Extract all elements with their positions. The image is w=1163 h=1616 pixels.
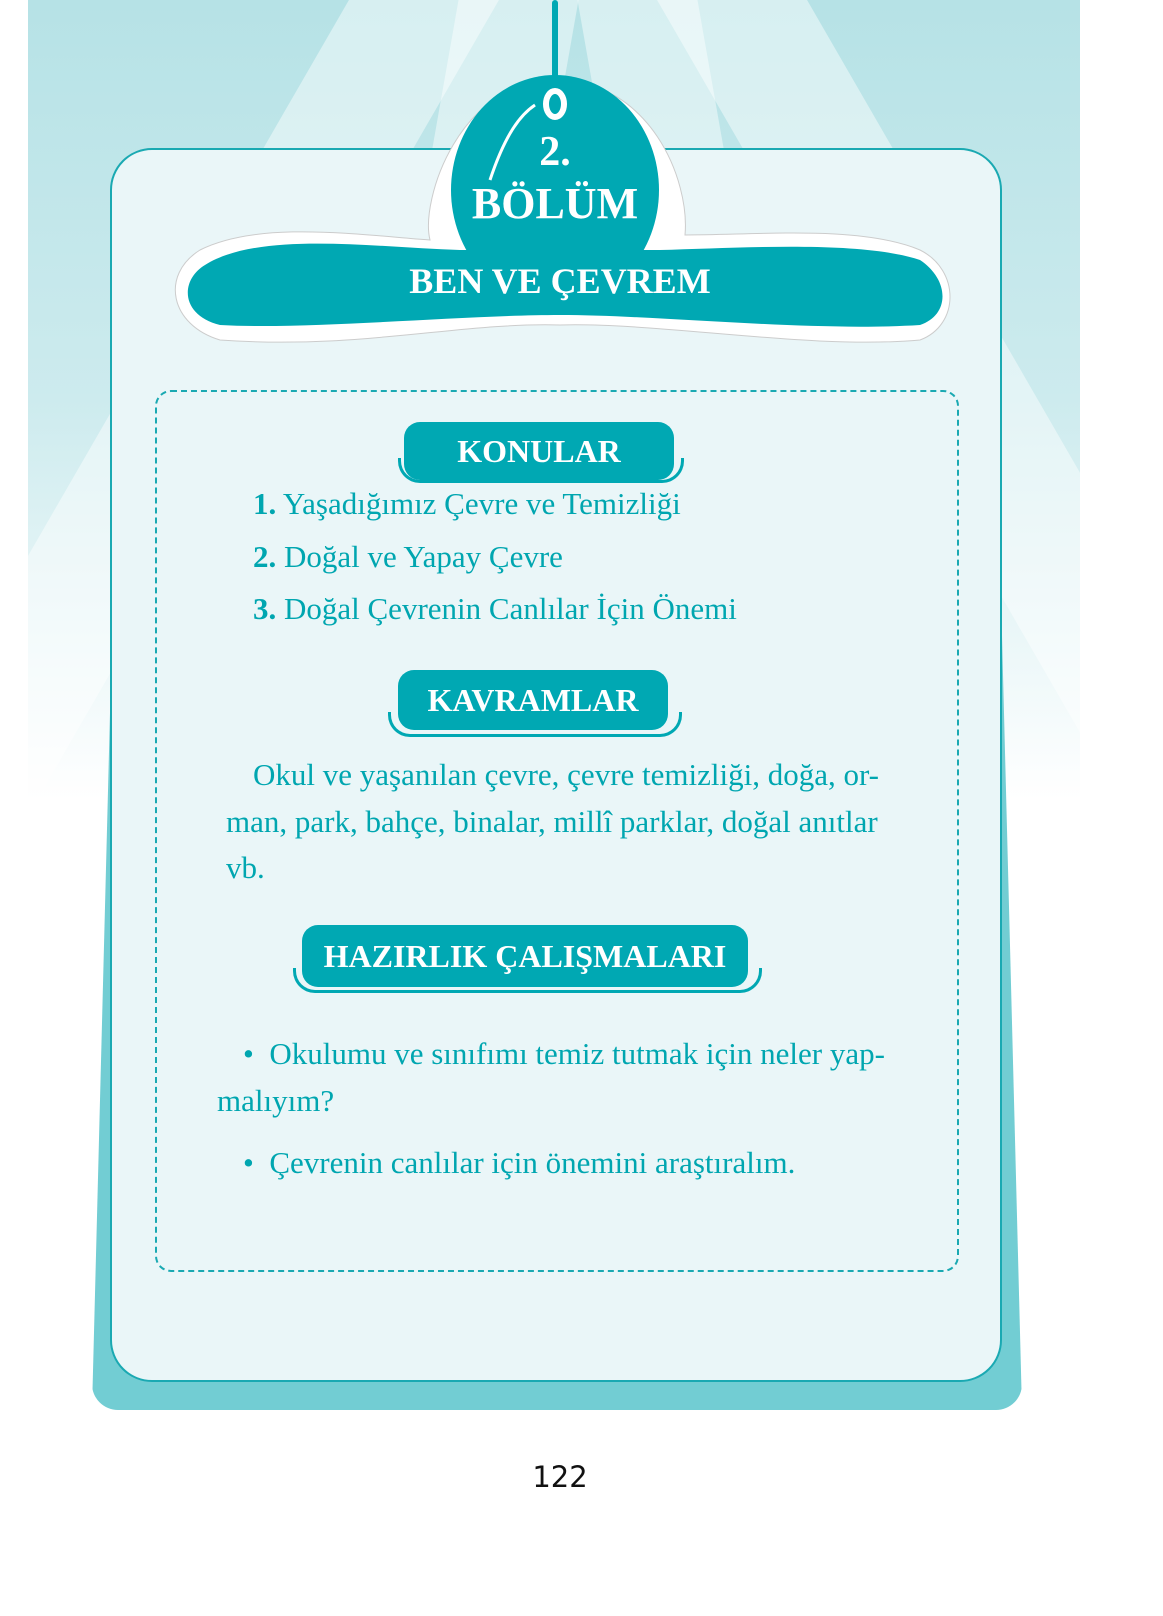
prep-bullet	[243, 1036, 885, 1072]
concepts-line: Okul ve yaşanılan çevre, çevre temizliği, doğa, or-	[253, 757, 880, 792]
prep-text: Çevrenin canlılar için önemini araştıralım.	[269, 1145, 796, 1180]
konular-heading: KONULAR	[404, 422, 674, 480]
prep-text: Okulumu ve sınıfımı temiz tutmak için neler yap-	[269, 1036, 885, 1071]
page-number: 122	[532, 1460, 588, 1494]
prep-bullet	[243, 1145, 795, 1181]
concepts-line: vb.	[226, 850, 265, 885]
topic-text: Doğal Çevrenin Canlılar İçin Önemi	[284, 591, 737, 626]
hazirlik-heading: HAZIRLIK ÇALIŞMALARI	[302, 925, 748, 987]
topic-number: 1.	[253, 486, 277, 521]
kavramlar-heading: KAVRAMLAR	[398, 670, 668, 730]
topic-number: 2.	[253, 539, 277, 574]
prep-text: malıyım?	[217, 1083, 335, 1118]
topic-text: Yaşadığımız Çevre ve Temizliği	[282, 486, 681, 521]
topic-text: Doğal ve Yapay Çevre	[284, 539, 563, 574]
bullet-icon: •	[243, 1145, 254, 1180]
chapter-label: BÖLÜM	[471, 179, 639, 228]
chapter-number: 2.	[539, 129, 571, 175]
topic-item	[253, 486, 681, 522]
concepts-line: man, park, bahçe, binalar, millî parklar, doğal anıtlar	[226, 804, 878, 839]
topic-item	[253, 539, 563, 575]
topic-number: 3.	[253, 591, 277, 626]
topic-item	[253, 591, 737, 627]
bullet-icon: •	[243, 1036, 254, 1071]
chapter-title: BEN VE ÇEVREM	[409, 261, 711, 301]
